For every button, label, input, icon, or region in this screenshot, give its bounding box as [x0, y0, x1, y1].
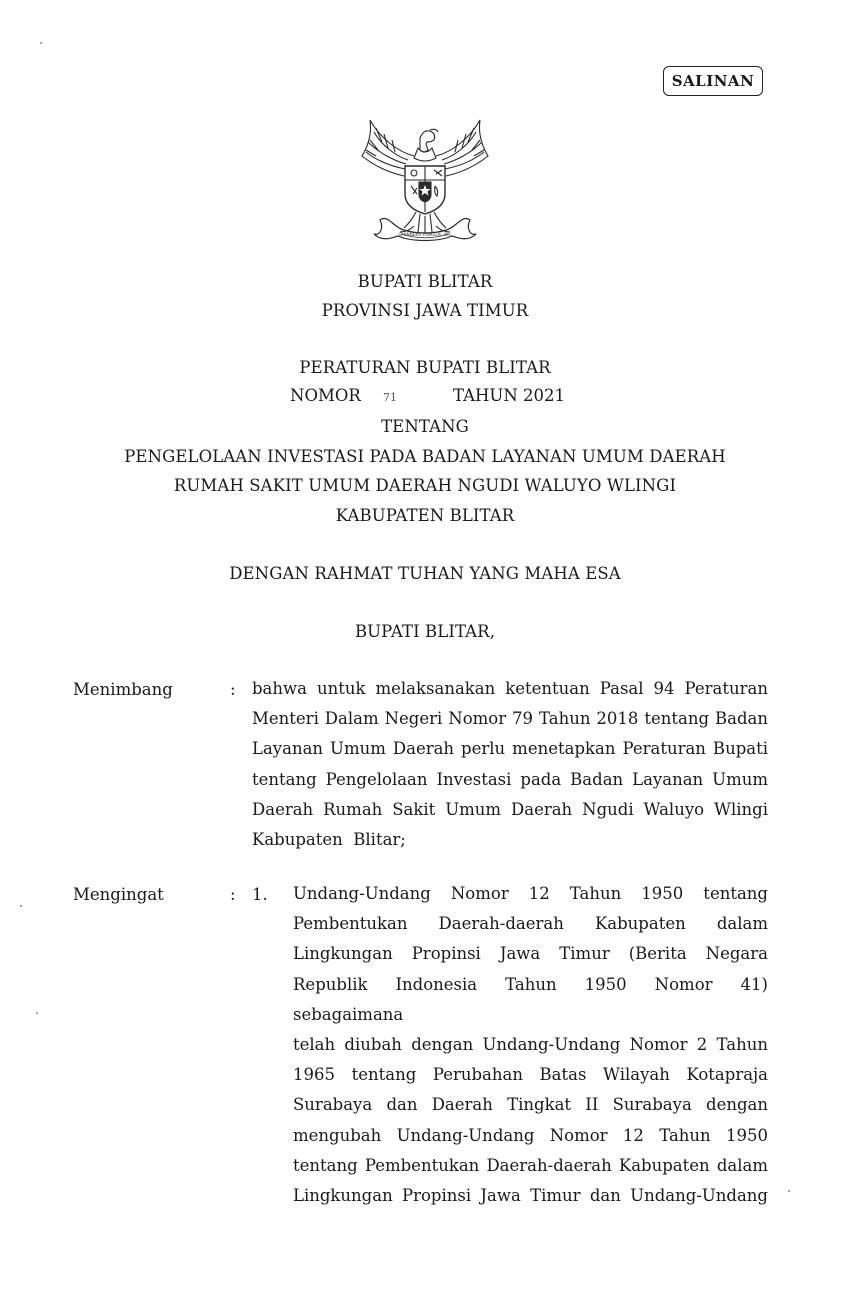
regulation-title: PERATURAN BUPATI BLITAR [299, 358, 551, 377]
svg-text:BHINNEKA TUNGGAL IKA: BHINNEKA TUNGGAL IKA [399, 232, 451, 237]
mengingat-line: Pembentukan Daerah-daerah Kabupaten dalam [293, 914, 768, 934]
menimbang-label: Menimbang [73, 680, 173, 699]
menimbang-line: Daerah Rumah Sakit Umum Daerah Ngudi Waluyo Wlingi [252, 799, 768, 819]
mengingat-line: telah diubah dengan Undang-Undang Nomor 2 Tahun [293, 1035, 768, 1055]
mengingat-line: Surabaya dan Daerah Tingkat II Surabaya dengan [293, 1095, 768, 1115]
subject-line-3: KABUPATEN BLITAR [335, 506, 515, 525]
mengingat-colon: : [230, 885, 236, 904]
menimbang-line: bahwa untuk melaksanakan ketentuan Pasal 94 Peraturan [252, 679, 768, 698]
scan-speck [20, 905, 22, 907]
mengingat-label: Mengingat [73, 885, 164, 904]
scan-speck [36, 1012, 38, 1014]
salinan-stamp: SALINAN [663, 66, 763, 96]
bupati-greeting: BUPATI BLITAR, [354, 622, 496, 641]
tahun-label: TAHUN 2021 [453, 386, 565, 405]
menimbang-line: Menteri Dalam Negeri Nomor 79 Tahun 2018 tentang Badan [252, 709, 768, 729]
mengingat-line: 1965 tentang Perubahan Batas Wilayah Kotapraja [293, 1065, 768, 1085]
mengingat-line: Lingkungan Propinsi Jawa Timur dan Undang-Undang [293, 1186, 768, 1206]
scan-speck [788, 1190, 790, 1192]
menimbang-line: Kabupaten Blitar; [252, 830, 406, 850]
header-provinsi: PROVINSI JAWA TIMUR [321, 301, 529, 320]
menimbang-line: tentang Pengelolaan Investasi pada Badan Layanan Umum [252, 769, 768, 789]
rahmat-line: DENGAN RAHMAT TUHAN YANG MAHA ESA [229, 564, 621, 583]
mengingat-line: Undang-Undang Nomor 12 Tahun 1950 tentang [293, 884, 768, 903]
nomor-label: NOMOR [290, 386, 361, 405]
garuda-emblem-icon [358, 116, 492, 248]
menimbang-text [252, 674, 768, 855]
header-bupati: BUPATI BLITAR [357, 272, 493, 291]
mengingat-line: mengubah Undang-Undang Nomor 12 Tahun 1950 [293, 1125, 768, 1145]
mengingat-item-number: 1. [252, 885, 268, 904]
tentang-label: TENTANG [381, 417, 469, 436]
scan-speck [40, 42, 42, 44]
subject-line-2: RUMAH SAKIT UMUM DAERAH NGUDI WALUYO WLINGI [173, 476, 677, 495]
mengingat-line: Lingkungan Propinsi Jawa Timur (Berita Negara [293, 944, 768, 964]
subject-line-1: PENGELOLAAN INVESTASI PADA BADAN LAYANAN UMUM DAERAH [124, 447, 726, 466]
menimbang-colon: : [230, 680, 236, 699]
mengingat-line: tentang Pembentukan Daerah-daerah Kabupaten dalam [293, 1155, 768, 1175]
mengingat-text [293, 879, 768, 1211]
menimbang-line: Layanan Umum Daerah perlu menetapkan Peraturan Bupati [252, 739, 768, 759]
mengingat-line: Republik Indonesia Tahun 1950 Nomor 41) sebagaimana [293, 974, 768, 1024]
nomor-value: 71 [383, 391, 397, 404]
